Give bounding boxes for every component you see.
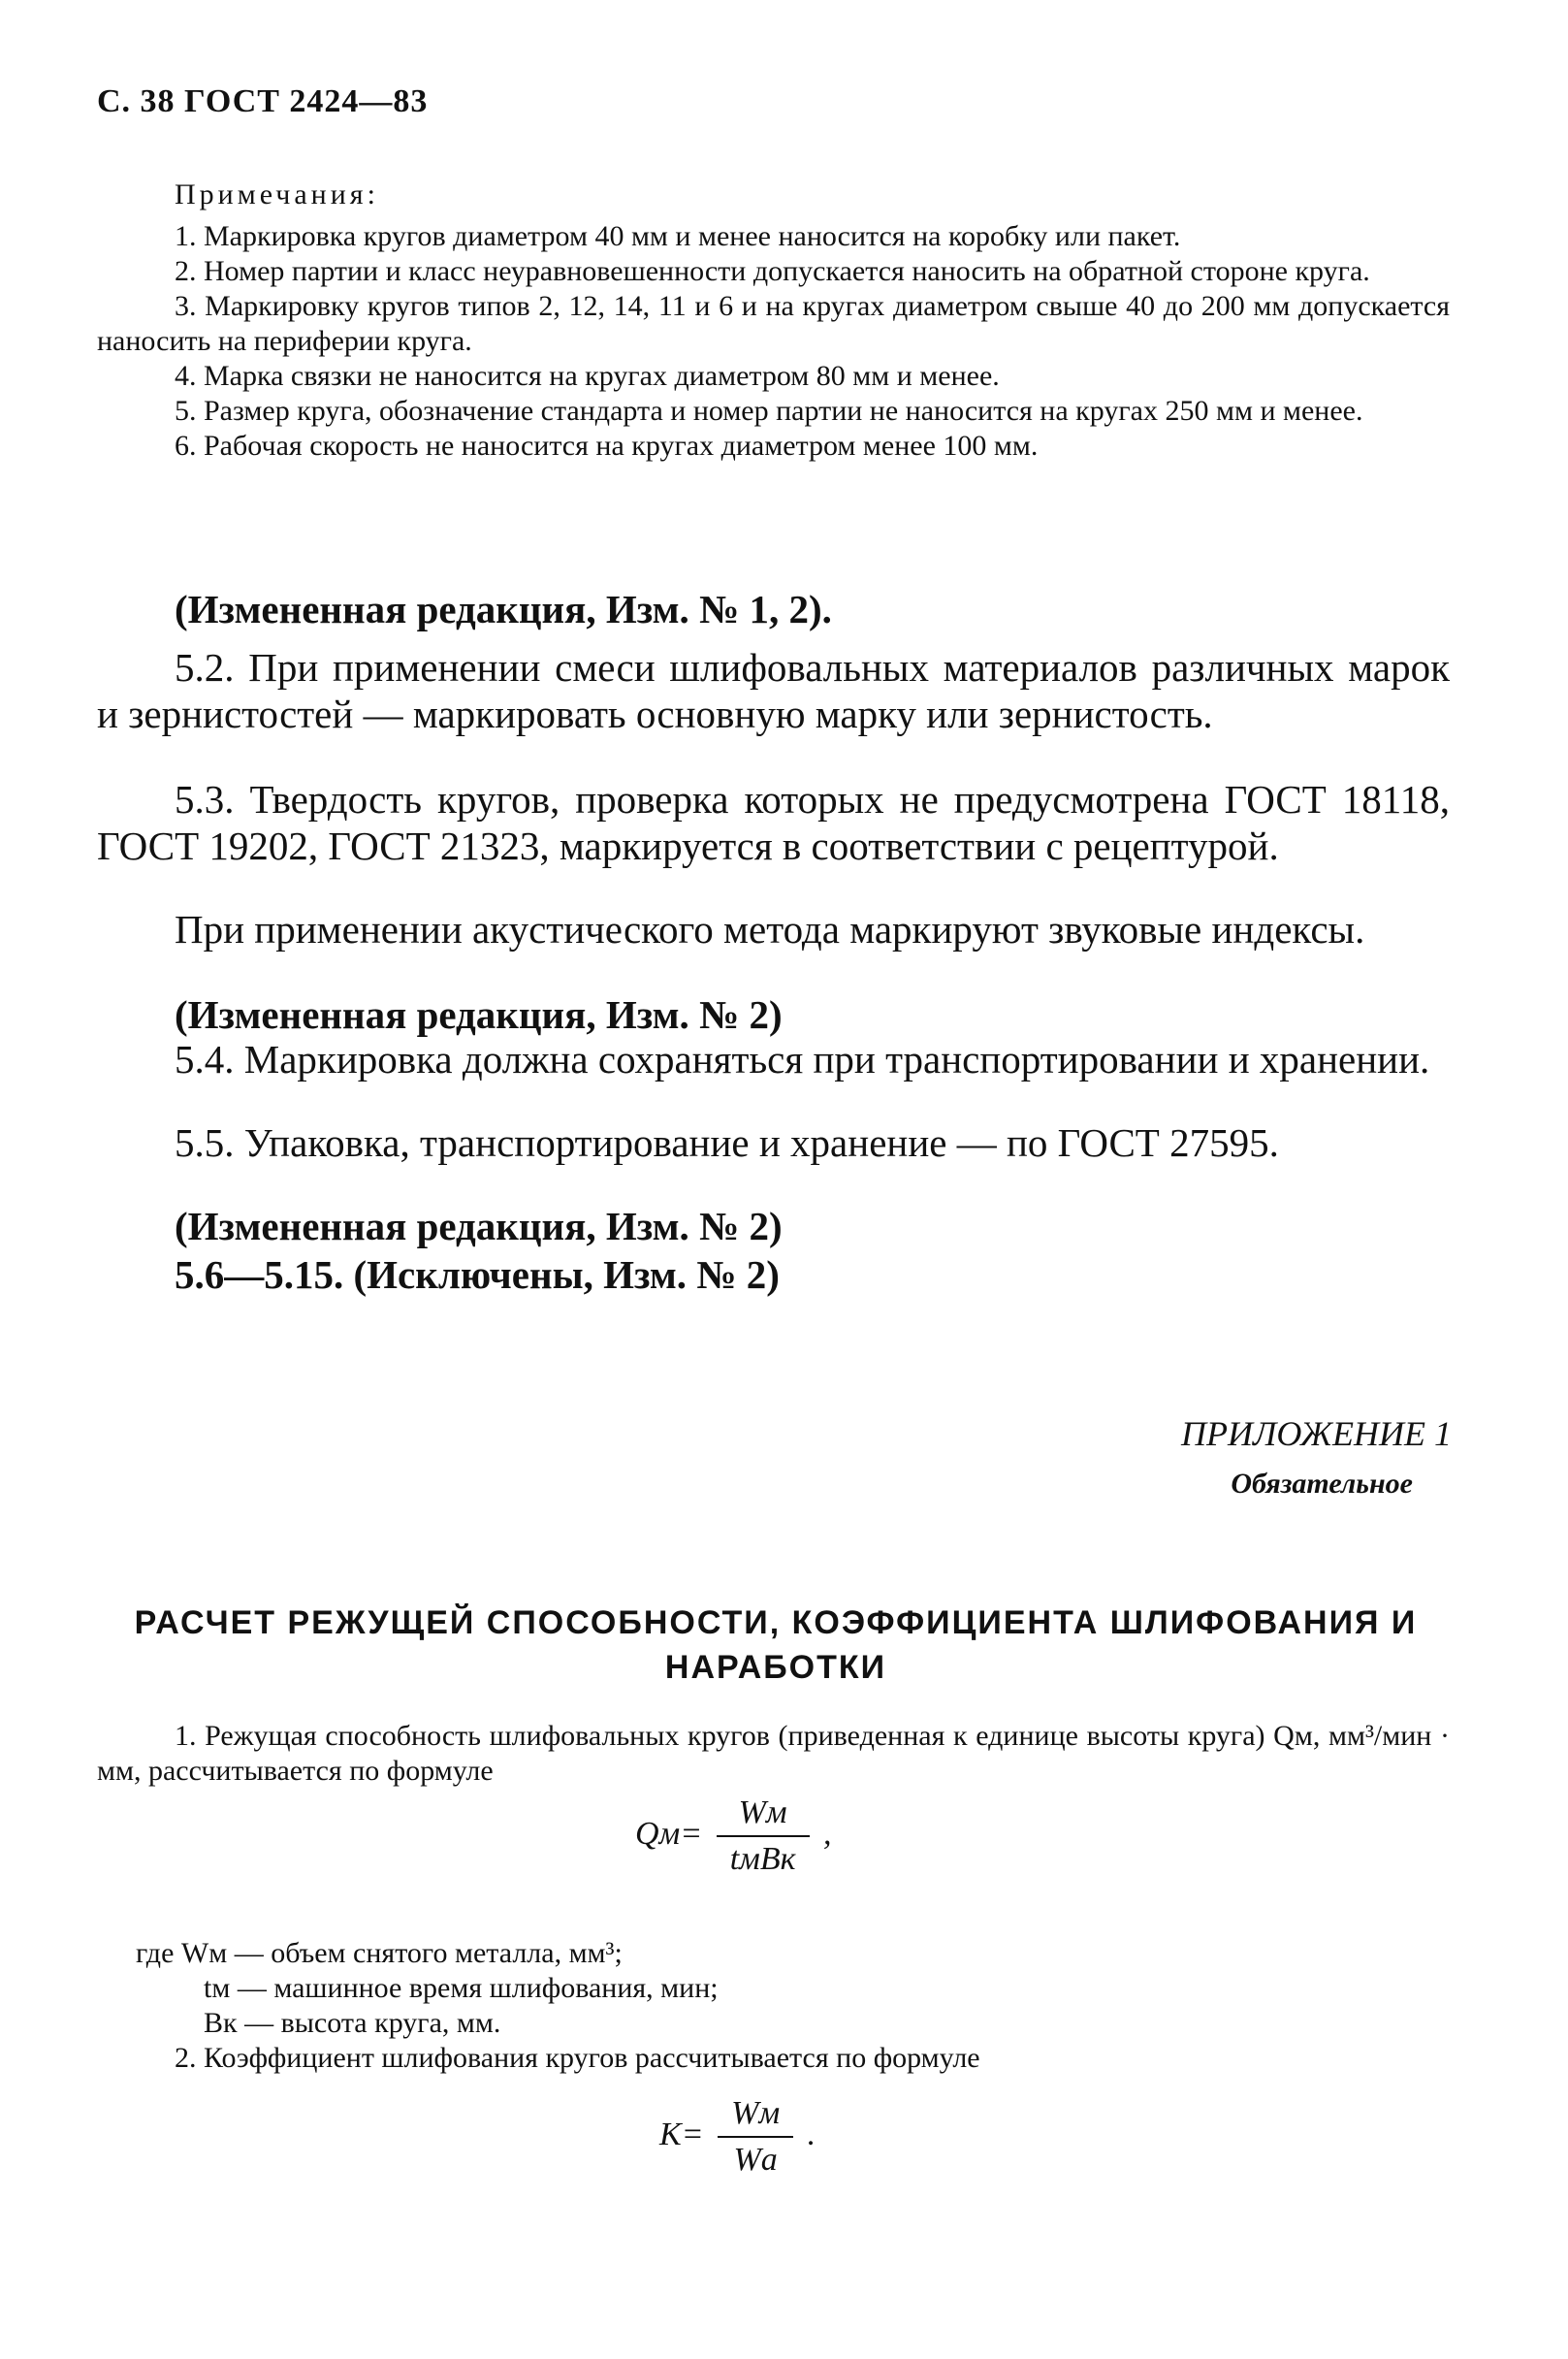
paragraph-5-5: 5.5. Упаковка, транспортирование и хранение — по ГОСТ 27595. [175,1120,1279,1165]
formula-grinding-coefficient [659,2095,816,2179]
appendix-number: ПРИЛОЖЕНИЕ 1 [1181,1414,1452,1453]
appendix-status: Обязательное [1231,1468,1413,1500]
edit-note-3: (Измененная редакция, Изм. № 2) [175,1204,783,1248]
notes-title: Примечания: [175,178,379,210]
formula-lhs: Qм= [635,1815,703,1852]
formula-numerator: Wм [718,2095,793,2138]
formula-variables [136,1936,719,2041]
section-title: РАСЧЕТ РЕЖУЩЕЙ СПОСОБНОСТИ, КОЭФФИЦИЕНТА ШЛИФОВАНИЯ И НАРАБОТКИ [134,1604,1418,1686]
paragraph-5-3-acoustic: При применении акустического метода маркируют звуковые индексы. [175,907,1365,952]
edit-note-1: (Измененная редакция, Изм. № 1, 2). [175,587,832,631]
formula-cutting-ability [635,1794,832,1878]
formula-denominator: Wа [733,2142,778,2178]
paragraph-5-4: 5.4. Маркировка должна сохраняться при транспортировании и хранении. [175,1037,1430,1082]
formula-fraction [717,1794,810,1878]
note-item: 1. Маркировка кругов диаметром 40 мм и менее наносится на коробку или пакет. [175,220,1181,252]
notes-list [97,219,1450,464]
note-item: 5. Размер круга, обозначение стандарта и номер партии не наносится на кругах 250 мм и менее. [175,395,1363,427]
edit-note-2: (Измененная редакция, Изм. № 2) [175,992,783,1037]
note-item: 3. Маркировку кругов типов 2, 12, 14, 11 и 6 и на кругах диаметром свыше 40 до 200 мм допускается наносить на периферии круга. [97,290,1450,357]
variable-definition: Bк — высота круга, мм. [204,2007,501,2039]
item-1-text: 1. Режущая способность шлифовальных кругов (приведенная к единице высоты круга) Qм, мм³/мин · мм, рассчитывается по формуле [97,1720,1450,1787]
appendix-label [1181,1408,1452,1509]
variable-definition: tм — машинное время шлифования, мин; [204,1972,719,2004]
paragraph-5-3: 5.3. Твердость кругов, проверка которых не предусмотрена ГОСТ 18118, ГОСТ 19202, ГОСТ 21323, маркируется в соответствии с рецептурой. [97,777,1450,868]
formula-denominator: tмBк [729,1841,796,1877]
paragraph-5-2: 5.2. При применении смеси шлифовальных материалов различных марок и зернистостей — маркировать основную марку или зернистость. [97,645,1450,736]
formula-lhs: K= [659,2116,704,2152]
page-header: С. 38 ГОСТ 2424—83 [97,83,429,119]
paragraph-5-6-5-15: 5.6—5.15. (Исключены, Изм. № 2) [175,1252,780,1297]
note-item: 2. Номер партии и класс неуравновешенности допускается наносить на обратной стороне круга. [175,255,1370,287]
formula-numerator: Wм [717,1794,810,1837]
formula-tail: . [807,2116,816,2152]
note-item: 6. Рабочая скорость не наносится на кругах диаметром менее 100 мм. [175,430,1039,462]
formula-tail: , [823,1815,832,1852]
item-2-text: 2. Коэффициент шлифования кругов рассчитывается по формуле [175,2042,980,2074]
note-item: 4. Марка связки не наносится на кругах диаметром 80 мм и менее. [175,360,1000,392]
variable-definition: где Wм — объем снятого металла, мм³; [136,1937,623,1969]
formula-fraction [718,2095,793,2179]
